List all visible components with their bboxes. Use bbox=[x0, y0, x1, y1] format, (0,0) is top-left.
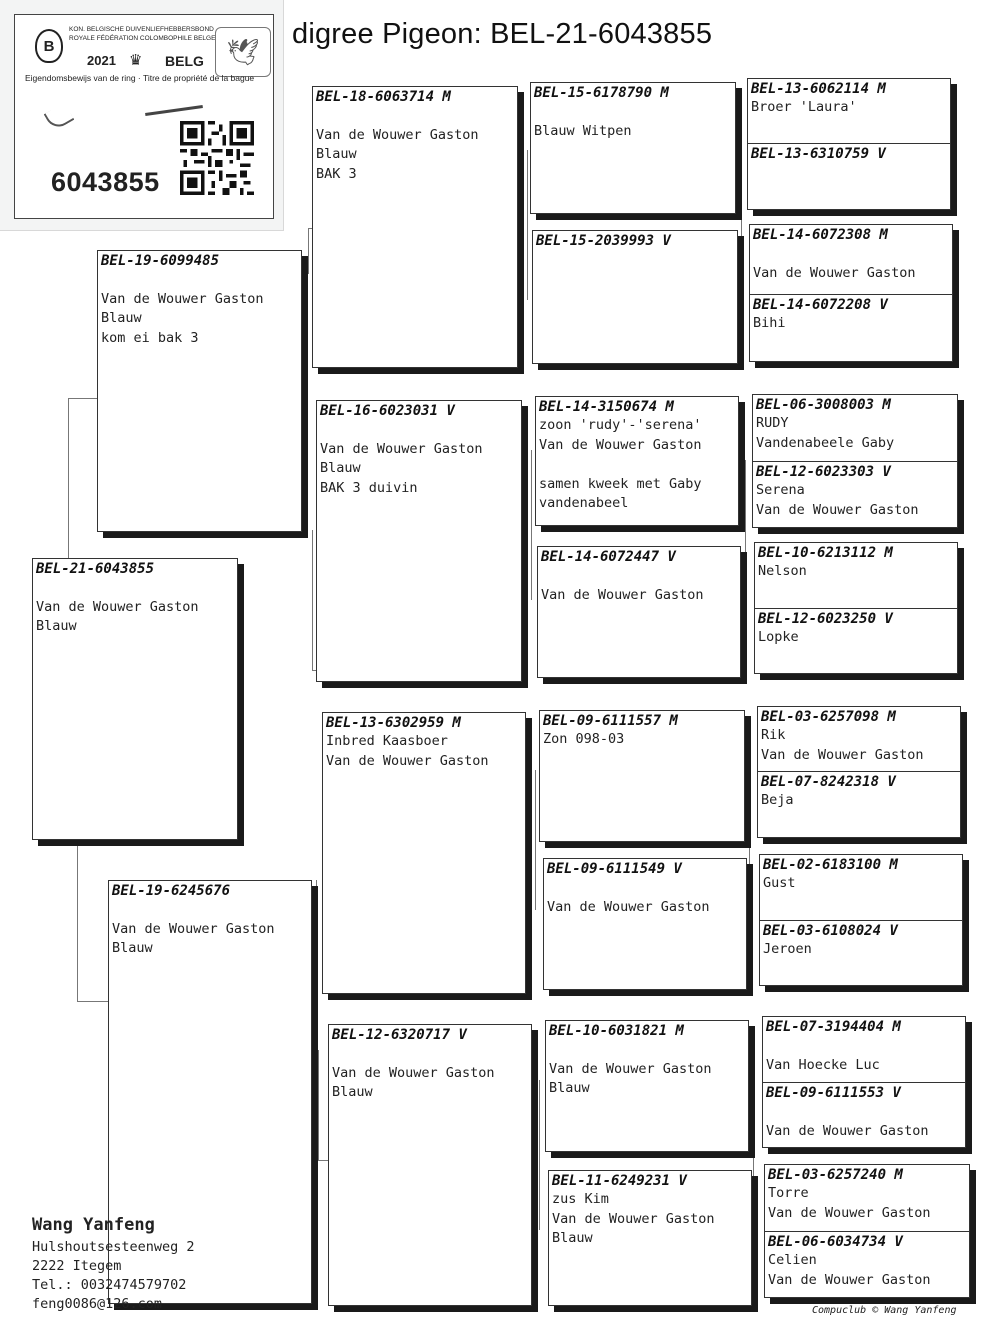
owner-email: feng0086@126.com bbox=[32, 1296, 163, 1312]
info-line: Van de Wouwer Gaston bbox=[756, 501, 919, 518]
logo-letter: B bbox=[43, 37, 55, 55]
pigeon-pair-gen4 bbox=[757, 706, 961, 838]
connector-line bbox=[745, 460, 746, 600]
ring-number: BEL-19-6099485 bbox=[101, 253, 220, 269]
connector-line bbox=[527, 150, 528, 300]
pigeon-section-female bbox=[765, 1231, 969, 1297]
info-line: Van de Wouwer Gaston bbox=[549, 1060, 712, 1077]
info-line bbox=[320, 420, 518, 440]
pigeon-card-body bbox=[549, 1171, 751, 1305]
connector-line bbox=[535, 770, 536, 910]
ring-number: BEL-14-6072447 V bbox=[541, 549, 676, 565]
info-line: Van de Wouwer Gaston bbox=[320, 440, 483, 457]
info-line: vandenabeel bbox=[539, 495, 629, 511]
pen-stroke bbox=[145, 105, 203, 116]
pigeon-card-body bbox=[533, 231, 737, 363]
info-line: Blauw Witpen bbox=[534, 122, 632, 139]
info-line bbox=[534, 102, 732, 122]
pigeon-pair-gen4 bbox=[754, 542, 958, 674]
info-line: Van de Wouwer Gaston bbox=[36, 598, 199, 615]
ring-number: BEL-03-6257240 M bbox=[768, 1167, 903, 1183]
page-title: digree Pigeon: BEL-21-6043855 bbox=[292, 18, 713, 50]
connector-line bbox=[531, 450, 532, 600]
info-line: Inbred Kaasboer bbox=[326, 733, 448, 749]
pigeon-card-gen2 bbox=[322, 712, 526, 994]
info-line: Blauw bbox=[112, 940, 153, 956]
pigeon-card-gen3 bbox=[543, 858, 747, 990]
info-line: Blauw bbox=[549, 1080, 590, 1096]
owner-phone: Tel.: 0032474579702 bbox=[32, 1277, 187, 1293]
pigeon-card-body bbox=[98, 251, 301, 531]
pigeon-card-gen3 bbox=[530, 82, 736, 214]
owner-city: 2222 Itegem bbox=[32, 1258, 122, 1274]
info-line bbox=[316, 106, 514, 126]
info-line: Van de Wouwer Gaston bbox=[332, 1064, 495, 1081]
pigeon-section-female bbox=[763, 1082, 965, 1147]
info-line: Van de Wouwer Gaston bbox=[101, 290, 264, 307]
pigeon-card-body bbox=[538, 547, 740, 677]
info-line: Blauw bbox=[332, 1084, 373, 1100]
connector-line bbox=[77, 846, 78, 1001]
pigeon-card-body bbox=[33, 559, 237, 839]
pigeon-card-body bbox=[313, 87, 517, 367]
info-line: Blauw bbox=[552, 1230, 593, 1246]
pigeon-pair-gen4 bbox=[752, 394, 958, 528]
info-line: Blauw bbox=[320, 460, 361, 476]
pigeon-card-body bbox=[317, 401, 521, 681]
info-line: Jeroen bbox=[763, 941, 812, 957]
pigeon-card-father bbox=[97, 250, 302, 532]
owner-info bbox=[32, 1212, 195, 1314]
info-line: Nelson bbox=[758, 563, 807, 579]
pigeon-card-subject bbox=[32, 558, 238, 840]
connector-line bbox=[308, 228, 309, 274]
connector-line bbox=[68, 398, 69, 560]
ring-number: BEL-12-6023250 V bbox=[758, 611, 893, 627]
federation-name-fr: ROYALE FÉDÉRATION COLOMBOPHILE BELGE bbox=[69, 35, 216, 42]
info-line bbox=[539, 455, 735, 475]
ring-certificate-subtitle: Eigendomsbewijs van de ring · Titre de propriété de la bague bbox=[25, 73, 255, 83]
pigeon-card-body bbox=[540, 711, 744, 841]
crown-icon: ♛ bbox=[129, 52, 143, 69]
info-line: Van de Wouwer Gaston bbox=[316, 126, 479, 143]
info-line: BAK 3 bbox=[316, 165, 357, 182]
info-line: Van de Wouwer Gaston bbox=[112, 920, 275, 937]
ring-number: BEL-07-3194404 M bbox=[766, 1019, 901, 1035]
pigeon-section-male bbox=[753, 395, 957, 461]
ring-number: BEL-19-6245676 bbox=[112, 883, 231, 899]
connector-line bbox=[753, 1080, 754, 1230]
pigeon-card-gen3 bbox=[537, 546, 741, 678]
pigeon-pair-gen4 bbox=[759, 854, 963, 986]
federation-name bbox=[69, 25, 215, 43]
ring-number: BEL-06-3008003 M bbox=[756, 397, 891, 413]
ring-number: BEL-07-8242318 V bbox=[761, 774, 896, 790]
federation-logo bbox=[35, 29, 63, 63]
pigeon-card-gen2 bbox=[328, 1024, 532, 1306]
info-line: samen kweek met Gaby bbox=[539, 475, 702, 492]
info-line bbox=[766, 1036, 962, 1056]
info-line: Blauw bbox=[316, 146, 357, 162]
pigeon-section-female bbox=[750, 294, 952, 361]
info-line bbox=[753, 244, 949, 264]
info-line bbox=[112, 900, 308, 920]
info-line: Van de Wouwer Gaston bbox=[539, 436, 702, 453]
info-line: Van de Wouwer Gaston bbox=[753, 264, 916, 281]
info-line: Van de Wouwer Gaston bbox=[761, 746, 924, 763]
info-line bbox=[332, 1044, 528, 1064]
info-line: Serena bbox=[756, 482, 805, 498]
pigeon-card-gen2 bbox=[312, 86, 518, 368]
footer-credit: Compuclub © Wang Yanfeng bbox=[812, 1305, 957, 1316]
info-line: Van de Wouwer Gaston bbox=[552, 1210, 715, 1227]
info-line: Celien bbox=[768, 1252, 817, 1268]
ring-number: BEL-16-6023031 V bbox=[320, 403, 455, 419]
ring-number: BEL-21-6043855 bbox=[36, 561, 155, 577]
ring-number: BEL-02-6183100 M bbox=[763, 857, 898, 873]
pigeon-card-body bbox=[329, 1025, 531, 1305]
ring-number: BEL-13-6062114 M bbox=[751, 81, 886, 97]
pigeon-pair-gen4 bbox=[747, 78, 951, 210]
connector-line bbox=[741, 140, 742, 290]
ring-number: BEL-15-6178790 M bbox=[534, 85, 669, 101]
info-line bbox=[541, 566, 737, 586]
connector-line bbox=[77, 1001, 109, 1002]
ring-country: BELG bbox=[165, 53, 204, 69]
info-line: zoon 'rudy'-'serena' bbox=[539, 417, 702, 433]
qr-code-icon bbox=[180, 121, 254, 195]
info-line: kom ei bak 3 bbox=[101, 329, 199, 346]
pigeon-card-body bbox=[536, 397, 738, 525]
pigeon-pair-gen4 bbox=[764, 1164, 970, 1298]
info-line: Van de Wouwer Gaston bbox=[547, 898, 710, 915]
ring-number: BEL-12-6023303 V bbox=[756, 464, 891, 480]
pigeon-card-body bbox=[531, 83, 735, 213]
ring-number: BEL-13-6310759 V bbox=[751, 146, 886, 162]
ring-number: BEL-06-6034734 V bbox=[768, 1234, 903, 1250]
ring-number: BEL-09-6111557 M bbox=[543, 713, 678, 729]
pigeon-card-gen3 bbox=[539, 710, 745, 842]
pigeon-section-male bbox=[755, 543, 957, 608]
ring-certificate bbox=[0, 0, 284, 231]
pigeon-section-female bbox=[755, 608, 957, 673]
pigeon-card-gen3 bbox=[548, 1170, 752, 1306]
owner-name: Wang Yanfeng bbox=[32, 1215, 155, 1235]
pigeon-section-female bbox=[760, 920, 962, 985]
pigeon-pair-gen4 bbox=[762, 1016, 966, 1148]
info-line: zus Kim bbox=[552, 1191, 609, 1207]
info-line: Broer 'Laura' bbox=[751, 99, 857, 115]
ring-year: 2021 bbox=[87, 53, 116, 68]
owner-street: Hulshoutsesteenweg 2 bbox=[32, 1239, 195, 1255]
pigeon-section-female bbox=[748, 143, 950, 209]
ring-number: BEL-13-6302959 M bbox=[326, 715, 461, 731]
pigeon-section-male bbox=[750, 225, 952, 294]
pigeon-card-body bbox=[544, 859, 746, 989]
pigeon-section-female bbox=[753, 461, 957, 527]
info-line bbox=[547, 878, 743, 898]
info-line: Torre bbox=[768, 1185, 809, 1201]
info-line: Lopke bbox=[758, 629, 799, 645]
info-line: Rik bbox=[761, 727, 786, 743]
ring-number: BEL-12-6320717 V bbox=[332, 1027, 467, 1043]
pigeon-section-male bbox=[763, 1017, 965, 1082]
connector-line bbox=[312, 530, 313, 670]
pigeon-section-male bbox=[760, 855, 962, 920]
connector-line bbox=[318, 1050, 319, 1160]
info-line: Blauw bbox=[101, 310, 142, 326]
info-line: RUDY bbox=[756, 415, 789, 431]
pigeon-section-male bbox=[765, 1165, 969, 1231]
pigeon-card-gen3 bbox=[532, 230, 738, 364]
info-line: Van de Wouwer Gaston bbox=[768, 1204, 931, 1221]
ring-number: 6043855 bbox=[51, 167, 160, 197]
ring-number: BEL-14-6072208 V bbox=[753, 297, 888, 313]
info-line: Van de Wouwer Gaston bbox=[766, 1122, 929, 1139]
info-line bbox=[549, 1040, 745, 1060]
ring-number: BEL-18-6063714 M bbox=[316, 89, 451, 105]
ring-number: BEL-14-3150674 M bbox=[539, 399, 674, 415]
ring-certificate-card bbox=[14, 14, 274, 219]
connector-line bbox=[539, 1080, 540, 1230]
ring-number: BEL-15-2039993 V bbox=[536, 233, 671, 249]
info-line: Van de Wouwer Gaston bbox=[326, 752, 489, 769]
ring-number: BEL-09-6111553 V bbox=[766, 1085, 901, 1101]
pigeon-section-female bbox=[758, 771, 960, 837]
info-line: Van de Wouwer Gaston bbox=[541, 586, 704, 603]
ring-number: BEL-10-6213112 M bbox=[758, 545, 893, 561]
info-line bbox=[101, 270, 298, 290]
ring-number: BEL-03-6108024 V bbox=[763, 923, 898, 939]
pigeon-pair-gen4 bbox=[749, 224, 953, 362]
ring-number: BEL-09-6111549 V bbox=[547, 861, 682, 877]
ring-number: BEL-14-6072308 M bbox=[753, 227, 888, 243]
connector-line bbox=[316, 880, 317, 980]
connector-line bbox=[749, 770, 750, 920]
info-line: Zon 098-03 bbox=[543, 731, 625, 747]
ring-number: BEL-10-6031821 M bbox=[549, 1023, 684, 1039]
info-line: BAK 3 duivin bbox=[320, 479, 418, 496]
pigeon-card-gen3 bbox=[545, 1020, 749, 1152]
pigeon-section-male bbox=[748, 79, 950, 143]
ring-number: BEL-11-6249231 V bbox=[552, 1173, 687, 1189]
info-line: Van de Wouwer Gaston bbox=[768, 1271, 931, 1288]
pigeon-card-body bbox=[546, 1021, 748, 1151]
info-line bbox=[36, 578, 234, 598]
info-line: Gust bbox=[763, 875, 796, 891]
pigeon-card-body bbox=[323, 713, 525, 993]
info-line: Vandenabeele Gaby bbox=[756, 434, 895, 451]
pigeon-emblem-icon: 🕊 bbox=[215, 27, 271, 77]
pigeon-section-male bbox=[758, 707, 960, 771]
info-line: Bihi bbox=[753, 315, 786, 331]
pigeon-card-gen2 bbox=[316, 400, 522, 682]
pen-mark bbox=[44, 102, 75, 131]
federation-name-nl: KON. BELGISCHE DUIVENLIEFHEBBERSBOND bbox=[69, 26, 214, 33]
info-line: Beja bbox=[761, 792, 794, 808]
info-line: Van Hoecke Luc bbox=[766, 1056, 880, 1073]
ring-number: BEL-03-6257098 M bbox=[761, 709, 896, 725]
info-line bbox=[766, 1102, 962, 1122]
info-line: Blauw bbox=[36, 618, 77, 634]
pigeon-card-gen3 bbox=[535, 396, 739, 526]
